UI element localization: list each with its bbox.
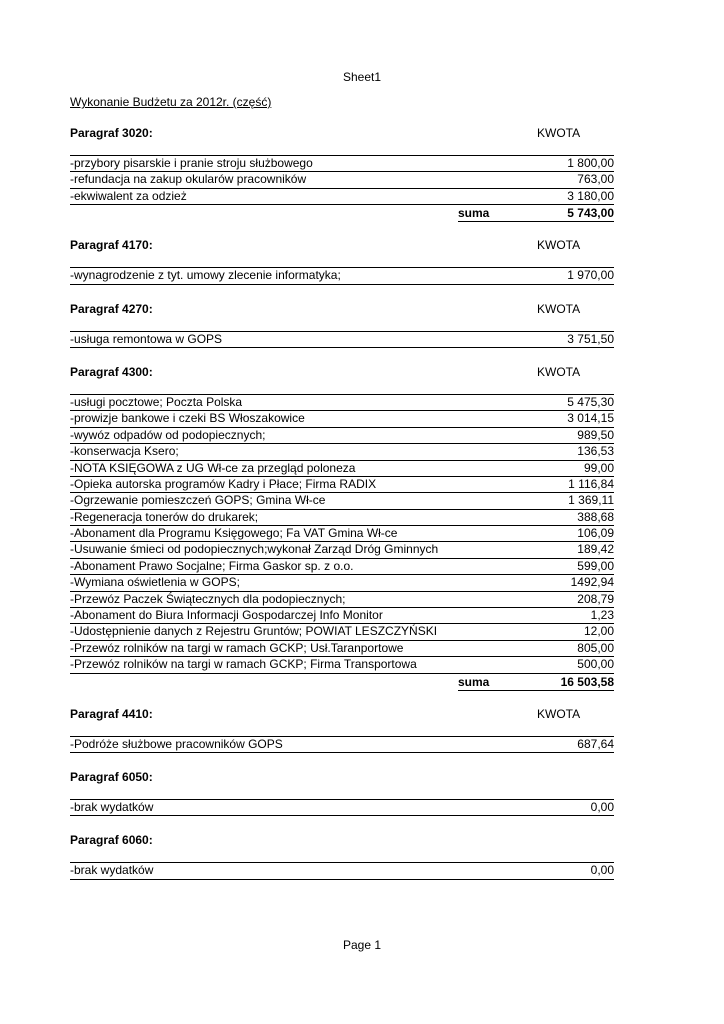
budget-sections [70,125,614,896]
paragraph-section [70,125,614,221]
row-amount: 3 180,00 [567,188,614,203]
table-row [70,395,614,411]
row-amount: 1492,94 [570,575,614,590]
table-row [70,444,614,460]
sheet-title: Sheet1 [342,70,382,84]
row-amount: 388,68 [577,509,614,524]
row-amount: 500,00 [577,657,614,672]
table-row [70,641,614,657]
section-title: Paragraf 4410: [70,706,153,721]
section-rows [70,862,614,879]
paragraph-section [70,364,614,690]
row-description: -Abonament dla Programu Księgowego; Fa VAT Gmina Wł-ce [70,526,398,541]
row-description: -Udostępnienie danych z Rejestru Gruntów; POWIAT LESZCZYŃSKI [70,624,438,639]
table-row [70,542,614,558]
row-amount: 106,09 [577,526,614,541]
row-description: -Abonament Prawo Socjalne; Firma Gaskor sp. z o.o. [70,558,354,573]
section-header [70,832,614,848]
row-description: -konserwacja Ksero; [70,444,179,459]
table-row [70,172,614,188]
paragraph-section [70,706,614,753]
table-row [70,411,614,427]
section-title: Paragraf 3020: [70,126,153,140]
table-row [70,189,614,205]
paragraph-section [70,301,614,348]
row-description: -Przewóz rolników na targi w ramach GCKP; Usł.Taranportowe [70,640,404,655]
amount-column-header: KWOTA [537,706,581,721]
row-description: -usługi pocztowe; Poczta Polska [70,394,243,409]
section-header [70,237,614,253]
row-amount: 1 369,11 [568,493,614,508]
table-row [70,268,614,284]
row-amount: 189,42 [577,542,614,557]
row-amount: 136,53 [577,444,614,459]
sum-row [70,674,614,690]
row-amount: 687,64 [577,736,614,751]
row-description: -wynagrodzenie z tyt. umowy zlecenie informatyka; [70,268,341,283]
table-row [70,608,614,624]
section-title: Paragraf 6060: [70,833,153,848]
sum-underline [458,221,614,222]
table-row [70,800,614,816]
row-amount: 805,00 [577,640,614,655]
document-heading: Wykonanie Budżetu za 2012r. (część) [70,95,272,109]
table-row [70,510,614,526]
row-description: -Usuwanie śmieci od podopiecznych;wykonał Zarząd Dróg Gminnych [70,542,439,557]
table-row [70,592,614,608]
row-description: -Wymiana oświetlenia w GOPS; [70,575,240,590]
row-amount: 5 475,30 [567,394,614,409]
table-row [70,526,614,542]
row-description: -brak wydatków [70,799,154,814]
table-row [70,477,614,493]
row-amount: 99,00 [583,460,614,475]
row-amount: 0,00 [590,863,614,878]
paragraph-section [70,832,614,879]
row-description: -brak wydatków [70,863,154,878]
row-description: -refundacja na zakup okularów pracowników [70,172,307,187]
section-title: Paragraf 4300: [70,364,153,379]
table-row [70,461,614,477]
table-row [70,657,614,673]
section-header [70,364,614,380]
section-rows [70,394,614,674]
sum-value: 5 743,00 [567,206,614,221]
table-row [70,493,614,509]
row-amount: 989,50 [577,427,614,442]
row-description: -usługa remontowa w GOPS [70,331,223,346]
row-amount: 3 014,15 [567,411,614,426]
row-amount: 208,79 [577,591,614,606]
paragraph-section [70,237,614,284]
section-header [70,125,614,141]
row-amount: 0,00 [590,799,614,814]
page-number: Page 1 [342,938,382,952]
row-description: -prowizje bankowe i czeki BS Włoszakowice [70,411,305,426]
row-amount: 1,23 [590,608,614,623]
row-description: -Regeneracja tonerów do drukarek; [70,509,259,524]
section-header [70,769,614,785]
table-row [70,559,614,575]
section-title: Paragraf 6050: [70,769,153,784]
section-title: Paragraf 4170: [70,238,153,253]
row-description: -przybory pisarskie i pranie stroju służbowego [70,156,313,170]
section-rows [70,799,614,816]
sum-row [70,205,614,221]
amount-column-header: KWOTA [537,364,581,379]
row-description: -Przewóz Paczek Świątecznych dla podopiecznych; [70,591,346,606]
row-description: -Ogrzewanie pomieszczeń GOPS; Gmina Wł-ce [70,493,326,508]
sum-label: suma [458,206,490,221]
paragraph-section [70,769,614,816]
row-amount: 599,00 [577,558,614,573]
section-title: Paragraf 4270: [70,301,153,316]
section-rows [70,155,614,205]
section-header [70,706,614,722]
row-description: -ekwiwalent za odzież [70,188,187,203]
row-description: -wywóz odpadów od podopiecznych; [70,427,266,442]
row-description: -Podróże służbowe pracowników GOPS [70,736,283,751]
table-row [70,575,614,591]
row-description: -NOTA KSIĘGOWA z UG Wł-ce za przegląd poloneza [70,460,356,475]
section-rows [70,267,614,284]
table-row [70,863,614,879]
table-row [70,624,614,640]
row-description: -Przewóz rolników na targi w ramach GCKP; Firma Transportowa [70,657,417,672]
section-header [70,301,614,317]
amount-column-header: KWOTA [537,126,581,140]
row-description: -Opieka autorska programów Kadry i Płace; Firma RADIX [70,476,377,491]
row-description: -Abonament do Biura Informacji Gospodarczej Info Monitor [70,608,383,623]
section-rows [70,736,614,753]
table-row [70,332,614,348]
sum-label: suma [458,674,490,689]
row-amount: 1 116,84 [568,476,614,491]
table-row [70,428,614,444]
table-row [70,737,614,753]
sum-value: 16 503,58 [560,674,614,689]
sum-underline [458,690,614,691]
amount-column-header: KWOTA [537,301,581,316]
row-amount: 12,00 [583,624,614,639]
section-rows [70,331,614,348]
row-amount: 1 970,00 [567,268,614,283]
table-row [70,156,614,172]
amount-column-header: KWOTA [537,238,581,253]
row-amount: 1 800,00 [567,156,614,170]
row-amount: 763,00 [577,172,614,187]
row-amount: 3 751,50 [567,331,614,346]
